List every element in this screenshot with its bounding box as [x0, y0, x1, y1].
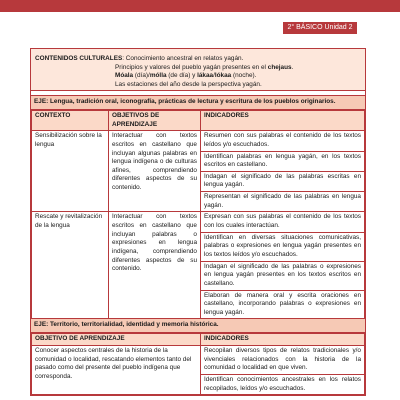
cultural-line-2: [35, 64, 361, 73]
grade-unit-badge: 2° BÁSICO Unidad 2: [283, 22, 357, 34]
context-cell: Rescate y revitalización de la lengua: [32, 212, 109, 319]
cultural-line-3: [35, 72, 361, 81]
table-row: [32, 212, 365, 232]
term-lokaa: lókaa: [214, 72, 232, 80]
header-indicators-2: INDICADORES: [201, 334, 365, 346]
curriculum-document: [30, 48, 366, 396]
cultural-line-2-end: .: [291, 63, 294, 71]
cultural-label: CONTENIDOS CULTURALES: [35, 55, 123, 62]
objective-cell: Conocer aspectos centrales de la historia de la comunidad o localidad, rescatando elementos tanto del pasado como del presente del pueblo indígena que corresponda.: [32, 346, 201, 395]
cultural-line-2-bold: chejaus: [267, 63, 292, 71]
term-text-4: (noche).: [231, 72, 257, 80]
objective-cell: Interactuar con textos escritos en castellano que incluyan palabras o expresiones en lengua indígena, comprendiendo diferentes aspectos de su contenido.: [109, 212, 201, 319]
table-row: [32, 131, 365, 151]
indicator-cell: Representan el significado de las palabras en lengua yagán.: [201, 192, 365, 212]
term-moala: Móala: [115, 72, 134, 80]
cultural-line-4: Las estaciones del año desde la perspectiva yagán.: [115, 80, 262, 88]
table-header-row: [32, 334, 365, 346]
cultural-line-2-text: Principios y valores del pueblo yagán presentes en el: [115, 63, 268, 71]
indicator-cell: Identifican palabras en lengua yagán, en los textos escritos en castellano.: [201, 151, 365, 171]
table-header-row: [32, 111, 365, 131]
indicator-cell: Elaboran de manera oral y escrita oraciones en castellano, incorporando palabras o expresiones en lengua yagán.: [201, 290, 365, 319]
term-text-1: (día)/: [133, 72, 150, 80]
eje-heading-2: EJE: Territorio, territorialidad, identidad y memoria histórica.: [31, 319, 365, 333]
term-lakaa: lákaa: [197, 72, 214, 80]
header-objectives: OBJETIVOS DE APRENDIZAJE: [109, 111, 201, 131]
term-molla: mólla: [149, 72, 167, 80]
context-cell: Sensibilización sobre la lengua: [32, 131, 109, 212]
term-text-3: /: [213, 72, 215, 80]
indicator-cell: Indagan el significado de las palabras o expresiones en lengua yagán presentes en los textos escritos en castellano.: [201, 261, 365, 290]
table-language: [31, 110, 365, 319]
eje-heading-1: EJE: Lengua, tradición oral, iconografía, prácticas de lectura y escritura de los pueblos originarios.: [31, 96, 365, 110]
cultural-lead-text: : Conocimiento ancestral en relatos yagán.: [122, 55, 244, 62]
top-accent-bar: [0, 0, 400, 12]
term-text-2: (de día) y: [166, 72, 198, 80]
table-territory: [31, 333, 365, 395]
header-indicators: INDICADORES: [201, 111, 365, 131]
indicator-cell: Expresan con sus palabras el contenido de los textos con los cuales interactúan.: [201, 212, 365, 232]
indicator-cell: Recopilan diversos tipos de relatos tradicionales y/o vivenciales relacionados con la historia de la comunidad o localidad en que viven.: [201, 346, 365, 375]
cultural-lead: [35, 55, 361, 64]
indicator-cell: Identifican en diversas situaciones comunicativas, palabras o expresiones en lengua yagán presentes en los textos leídos y/o escuchados.: [201, 232, 365, 261]
objective-cell: Interactuar con textos escritos en castellano que incluyan algunas palabras en lengua indígena o de culturas afines, comprendiendo diferentes aspectos de su contenido.: [109, 131, 201, 212]
header-objective: OBJETIVO DE APRENDIZAJE: [32, 334, 201, 346]
indicator-cell: Indagan el significado de las palabras escritas en lengua yagán.: [201, 171, 365, 191]
indicator-cell: Identifican conocimientos ancestrales en los relatos recopilados, leídos y/o escuchados.: [201, 375, 365, 395]
table-row: [32, 346, 365, 375]
indicator-cell: Resumen con sus palabras el contenido de los textos leídos y/o escuchados.: [201, 131, 365, 151]
cultural-contents-box: [31, 49, 365, 91]
header-context: CONTEXTO: [32, 111, 109, 131]
